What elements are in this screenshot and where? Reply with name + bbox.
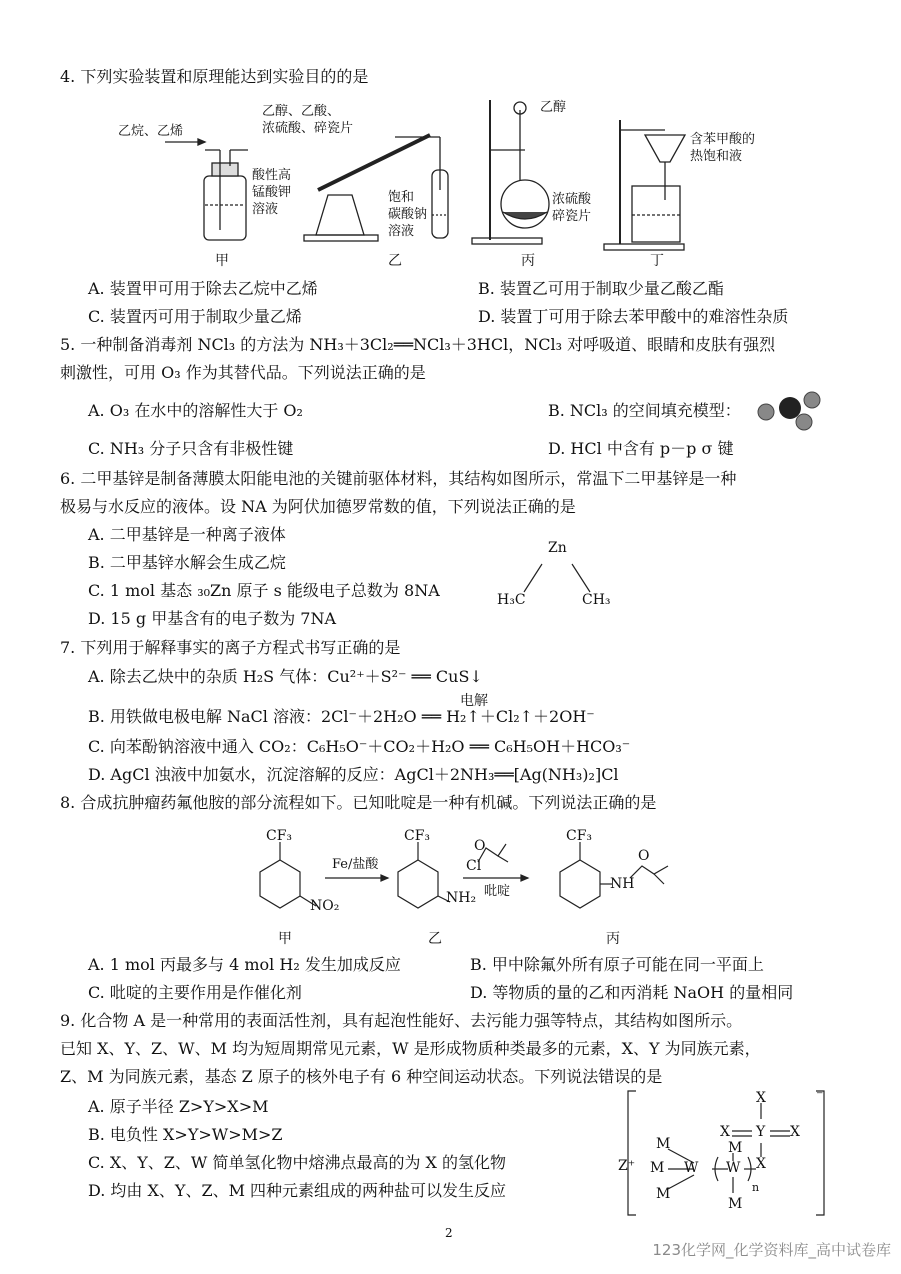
q4-jia-soln-label-1: 酸性高 <box>252 168 292 183</box>
atom-x-right: X <box>790 1124 800 1140</box>
q6-option-c: C. 1 mol 基态 ₃₀Zn 原子 s 能级电子总数为 8NA <box>88 581 440 600</box>
q4-yi-soln-label-1: 饱和 <box>388 190 415 205</box>
q4-jia-gas-label: 乙烷、乙烯 <box>118 124 184 139</box>
q5-stem-line-2: 刺激性，可用 O₃ 作为其替代品。下列说法正确的是 <box>60 363 426 382</box>
atom-m-4: M <box>728 1140 743 1156</box>
q5-option-d: D. HCl 中含有 p－p σ 键 <box>548 439 734 458</box>
watermark-footer: 123化学网_化学资料库_高中试卷库 <box>652 1241 891 1259</box>
atom-m-3: M <box>656 1186 671 1202</box>
cf3-jia: CF₃ <box>266 828 293 844</box>
scheme-drawing <box>0 820 901 940</box>
atom-m-1: M <box>656 1136 671 1152</box>
q4-option-c: C. 装置丙可用于制取少量乙烯 <box>88 307 302 326</box>
q4-option-d: D. 装置丁可用于除去苯甲酸中的难溶性杂质 <box>478 307 789 326</box>
atom-m-2: M <box>650 1160 665 1176</box>
q8-stem: 8. 合成抗肿瘤药氟他胺的部分流程如下。已知吡啶是一种有机碱。下列说法正确的是 <box>60 793 657 812</box>
q8-option-b: B. 甲中除氟外所有原子可能在同一平面上 <box>470 955 764 974</box>
q5-option-b: B. NCl₃ 的空间填充模型： <box>548 401 741 420</box>
q8-caption-jia: 甲 <box>278 931 292 947</box>
reagent-fe-hcl: Fe/盐酸 <box>332 857 379 872</box>
electrolysis-condition: 电解 <box>460 693 488 709</box>
methyl-right: CH₃ <box>582 592 611 608</box>
ncl3-space-filling-model <box>752 390 842 430</box>
anion-charge: ⁻ <box>816 1088 824 1104</box>
atom-x-left: X <box>720 1124 730 1140</box>
q7-option-a: A. 除去乙炔中的杂质 H₂S 气体：Cu²⁺＋S²⁻ ══ CuS↓ <box>88 667 483 686</box>
dimethylzinc-bonds <box>500 550 620 610</box>
q9-option-c: C. X、Y、Z、W 简单氢化物中熔沸点最高的为 X 的氢化物 <box>88 1153 507 1172</box>
cf3-yi: CF₃ <box>404 828 431 844</box>
q4-stem: 4. 下列实验装置和原理能达到实验目的的是 <box>60 67 369 86</box>
acyl-chloride-oxygen: O <box>474 838 486 854</box>
q5-stem-line-1: 5. 一种制备消毒剂 NCl₃ 的方法为 NH₃＋3Cl₂══NCl₃＋3HCl，NCl₃ 对呼吸道、眼睛和皮肤有强烈 <box>60 335 776 354</box>
q4-bing-flask-label-2: 碎瓷片 <box>552 209 592 224</box>
atom-x-bottom: X <box>756 1156 766 1172</box>
q4-yi-soln-label-2: 碳酸钠 <box>388 207 428 222</box>
q7-stem: 7. 下列用于解释事实的离子方程式书写正确的是 <box>60 638 401 657</box>
reagent-pyridine: 吡啶 <box>484 884 511 899</box>
q8-option-c: C. 吡啶的主要作用是作催化剂 <box>88 983 302 1002</box>
q8-caption-yi: 乙 <box>428 931 442 947</box>
cf3-bing: CF₃ <box>566 828 593 844</box>
cation-z: Z⁺ <box>618 1158 636 1174</box>
q4-yi-reagent-label-1: 乙醇、乙酸、 <box>262 104 341 119</box>
q4-caption-yi: 乙 <box>388 253 402 269</box>
no2-group: NO₂ <box>310 898 340 914</box>
nh2-group: NH₂ <box>446 890 477 906</box>
q9-option-d: D. 均由 X、Y、Z、M 四种元素组成的两种盐可以发生反应 <box>88 1181 507 1200</box>
q6-option-d: D. 15 g 甲基含有的电子数为 7NA <box>88 609 337 628</box>
q6-option-a: A. 二甲基锌是一种离子液体 <box>88 525 286 544</box>
q4-ding-soln-label-2: 热饱和液 <box>690 149 743 164</box>
zn-atom: Zn <box>548 540 567 556</box>
q6-stem-line-2: 极易与水反应的液体。设 NA 为阿伏加德罗常数的值，下列说法正确的是 <box>60 497 576 516</box>
q4-bing-flask-label-1: 浓硫酸 <box>552 192 592 207</box>
q4-caption-jia: 甲 <box>215 253 229 269</box>
amide-oxygen: O <box>638 848 650 864</box>
atom-m-5: M <box>728 1196 743 1212</box>
q4-jia-soln-label-2: 锰酸钾 <box>252 185 292 200</box>
atom-y: Y <box>756 1124 766 1140</box>
nh-group: NH <box>610 876 635 892</box>
q4-bing-top-label: 乙醇 <box>540 100 567 115</box>
q4-caption-bing: 丙 <box>521 253 535 269</box>
q7-option-d: D. AgCl 浊液中加氨水，沉淀溶解的反应：AgCl＋2NH₃══[Ag(NH₃)₂]Cl <box>88 765 619 784</box>
q8-caption-bing: 丙 <box>606 931 620 947</box>
atom-w-1: W <box>684 1160 699 1176</box>
q4-yi-reagent-label-2: 浓硫酸、碎瓷片 <box>262 121 354 136</box>
q9-stem-line-2: 已知 X、Y、Z、W、M 均为短周期常见元素，W 是形成物质种类最多的元素，X、Y 为同族元素， <box>60 1039 761 1058</box>
q5-option-c: C. NH₃ 分子只含有非极性键 <box>88 439 294 458</box>
q6-stem-line-1: 6. 二甲基锌是制备薄膜太阳能电池的关键前驱体材料，其结构如图所示，常温下二甲基锌是一种 <box>60 469 737 488</box>
methyl-left: H₃C <box>497 592 526 608</box>
q4-option-a: A. 装置甲可用于除去乙烷中乙烯 <box>88 279 318 298</box>
atom-x-top: X <box>756 1090 766 1106</box>
q7-option-b: B. 用铁做电极电解 NaCl 溶液：2Cl⁻＋2H₂O ══ H₂↑＋Cl₂↑＋2OH⁻ <box>88 707 595 726</box>
q6-option-b: B. 二甲基锌水解会生成乙烷 <box>88 553 286 572</box>
q4-ding-soln-label-1: 含苯甲酸的 <box>690 132 756 147</box>
repeat-n: n <box>752 1181 760 1194</box>
q8-option-d: D. 等物质的量的乙和丙消耗 NaOH 的量相同 <box>470 983 794 1002</box>
q5-option-a: A. O₃ 在水中的溶解性大于 O₂ <box>88 401 303 420</box>
q9-stem-line-3: Z、M 为同族元素，基态 Z 原子的核外电子有 6 种空间运动状态。下列说法错误的是 <box>60 1067 663 1086</box>
q4-option-b: B. 装置乙可用于制取少量乙酸乙酯 <box>478 279 724 298</box>
q4-caption-ding: 丁 <box>650 253 664 269</box>
q4-jia-soln-label-3: 溶液 <box>252 202 279 217</box>
q7-option-c: C. 向苯酚钠溶液中通入 CO₂：C₆H₅O⁻＋CO₂＋H₂O ══ C₆H₅OH＋HCO₃⁻ <box>88 737 631 756</box>
q9-option-b: B. 电负性 X>Y>W>M>Z <box>88 1125 283 1144</box>
q9-stem-line-1: 9. 化合物 A 是一种常用的表面活性剂，具有起泡性能好、去污能力强等特点，其结构如图所示。 <box>60 1011 743 1030</box>
atom-w-2: W <box>726 1160 741 1176</box>
page-number: 2 <box>445 1226 453 1240</box>
q4-apparatus-drawing <box>0 0 901 270</box>
q9-option-a: A. 原子半径 Z>Y>X>M <box>88 1097 269 1116</box>
acyl-chloride-cl: Cl <box>466 858 482 874</box>
q8-option-a: A. 1 mol 丙最多与 4 mol H₂ 发生加成反应 <box>88 955 401 974</box>
q4-yi-soln-label-3: 溶液 <box>388 224 415 239</box>
